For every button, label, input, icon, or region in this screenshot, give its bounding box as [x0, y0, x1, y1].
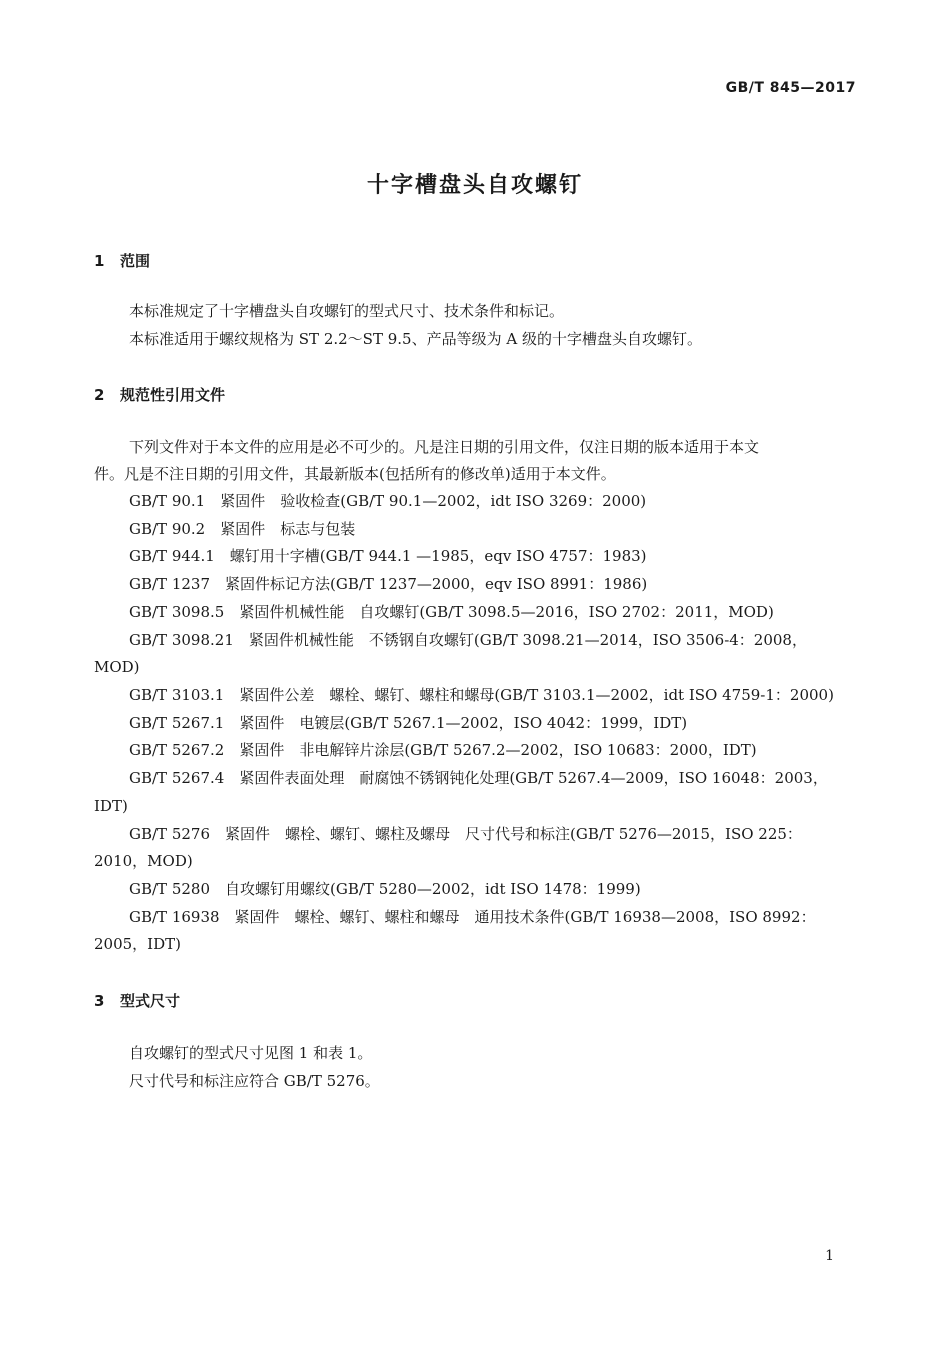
refs-intro-line-2: 件。凡是不注日期的引用文件，其最新版本(包括所有的修改单)适用于本文件。 — [94, 465, 616, 483]
section-number: 2 — [94, 386, 105, 404]
section-title: 规范性引用文件 — [120, 386, 226, 404]
section-title: 范围 — [120, 252, 151, 270]
dimensions-line-1: 自攻螺钉的型式尺寸见图 1 和表 1。 — [129, 1044, 373, 1062]
section-number: 1 — [94, 252, 105, 270]
ref-gbt-5267-4-cont: IDT) — [94, 797, 128, 815]
scope-line-1: 本标准规定了十字槽盘头自攻螺钉的型式尺寸、技术条件和标记。 — [129, 302, 565, 320]
ref-gbt-5267-1: GB/T 5267.1 紧固件 电镀层(GB/T 5267.1—2002，ISO 4042：1999，IDT) — [129, 714, 688, 732]
page-number: 1 — [825, 1248, 834, 1264]
document-title: 十字槽盘头自攻螺钉 — [366, 173, 583, 198]
ref-gbt-1237: GB/T 1237 紧固件标记方法(GB/T 1237—2000，eqv ISO 8991：1986) — [129, 575, 648, 593]
ref-gbt-5267-2: GB/T 5267.2 紧固件 非电解锌片涂层(GB/T 5267.2—2002，ISO 10683：2000，IDT) — [129, 741, 757, 759]
ref-gbt-90-2: GB/T 90.2 紧固件 标志与包装 — [129, 520, 356, 538]
ref-gbt-16938-cont: 2005，IDT) — [94, 935, 181, 953]
standard-code: GB/T 845—2017 — [725, 80, 856, 96]
ref-gbt-5276-cont: 2010，MOD) — [94, 852, 193, 870]
ref-gbt-3103-1: GB/T 3103.1 紧固件公差 螺栓、螺钉、螺柱和螺母(GB/T 3103.1—2002，idt ISO 4759-1：2000) — [129, 686, 834, 704]
ref-gbt-944-1: GB/T 944.1 螺钉用十字槽(GB/T 944.1 —1985，eqv ISO 4757：1983) — [129, 547, 647, 565]
section-number: 3 — [94, 992, 105, 1010]
section-3-heading — [94, 990, 180, 1011]
ref-gbt-16938: GB/T 16938 紧固件 螺栓、螺钉、螺柱和螺母 通用技术条件(GB/T 16938—2008，ISO 8992： — [129, 908, 816, 926]
ref-gbt-5276: GB/T 5276 紧固件 螺栓、螺钉、螺柱及螺母 尺寸代号和标注(GB/T 5276—2015，ISO 225： — [129, 825, 802, 843]
ref-gbt-90-1: GB/T 90.1 紧固件 验收检查(GB/T 90.1—2002，idt ISO 3269：2000) — [129, 492, 647, 510]
section-1-heading — [94, 250, 150, 271]
scope-line-2: 本标准适用于螺纹规格为 ST 2.2～ST 9.5、产品等级为 A 级的十字槽盘头自攻螺钉。 — [129, 330, 702, 348]
ref-gbt-3098-5: GB/T 3098.5 紧固件机械性能 自攻螺钉(GB/T 3098.5—2016，ISO 2702：2011，MOD) — [129, 603, 774, 621]
dimensions-line-2: 尺寸代号和标注应符合 GB/T 5276。 — [129, 1072, 380, 1090]
ref-gbt-5267-4: GB/T 5267.4 紧固件表面处理 耐腐蚀不锈钢钝化处理(GB/T 5267.4—2009，ISO 16048：2003， — [129, 769, 828, 787]
ref-gbt-3098-21-cont: MOD) — [94, 658, 140, 676]
section-2-heading — [94, 384, 225, 405]
section-title: 型式尺寸 — [120, 992, 181, 1010]
ref-gbt-3098-21: GB/T 3098.21 紧固件机械性能 不锈钢自攻螺钉(GB/T 3098.21—2014，ISO 3506-4：2008， — [129, 631, 807, 649]
ref-gbt-5280: GB/T 5280 自攻螺钉用螺纹(GB/T 5280—2002，idt ISO 1478：1999) — [129, 880, 641, 898]
refs-intro-line-1: 下列文件对于本文件的应用是必不可少的。凡是注日期的引用文件，仅注日期的版本适用于本文 — [129, 438, 760, 456]
